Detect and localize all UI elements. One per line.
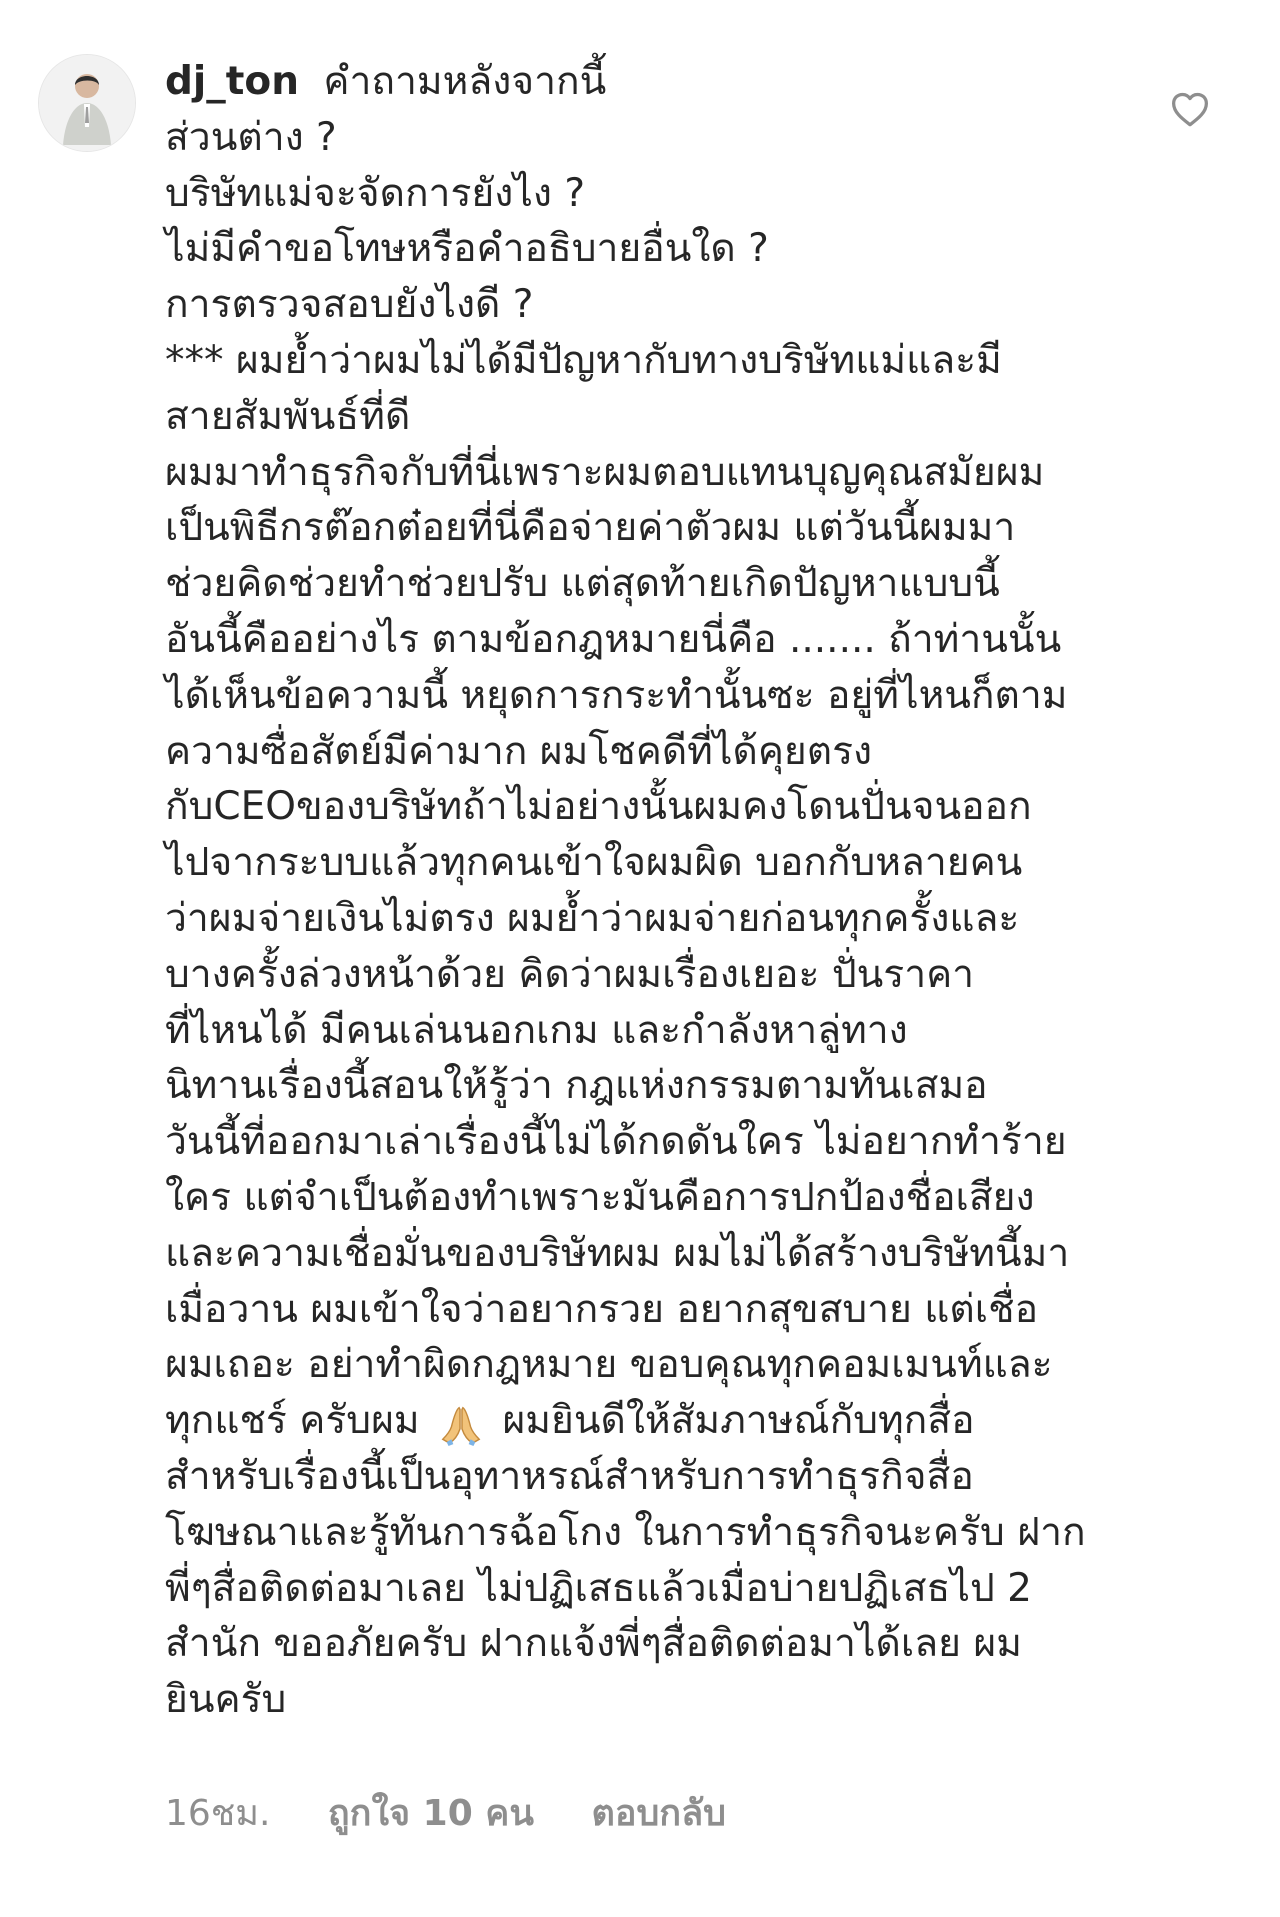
comment-text-line: ไม่มีคำขอโทษหรือคำอธิบายอื่นใด ? (165, 226, 769, 272)
comment-text-line: สายสัมพันธ์ที่ดี (165, 393, 411, 439)
comment-text-line: *** ผมย้ำว่าผมไม่ได้มีปัญหากับทางบริษัทแม่และมี (165, 337, 1002, 383)
user-avatar[interactable] (38, 54, 136, 152)
comment-timestamp: 16ชม. (165, 1793, 271, 1834)
comment-text-line: ยินครับ (165, 1677, 287, 1723)
comment-text-line: บางครั้งล่วงหน้าด้วย คิดว่าผมเรื่องเยอะ ปั่นราคา (165, 951, 975, 997)
comment-text-line: ส่วนต่าง ? (165, 114, 337, 160)
comment-text-line: วันนี้ที่ออกมาเล่าเรื่องนี้ไม่ได้กดดันใคร ไม่อยากทำร้าย (165, 1119, 1067, 1165)
comment-text-line: ไปจากระบบแล้วทุกคนเข้าใจผมผิด บอกกับหลายคน (165, 840, 1023, 886)
comment-text-line: ผมมาทำธุรกิจกับที่นี่เพราะผมตอบแทนบุญคุณสมัยผม (165, 449, 1045, 495)
comment-text-line: ที่ไหนได้ มีคนเล่นนอกเกม และกำลังหาลู่ทาง (165, 1007, 908, 1053)
comment-text-line: โฆษณาและรู้ทันการฉ้อโกง ในการทำธุรกิจนะครับ ฝาก (165, 1509, 1086, 1555)
comment-text-line: กับCEOของบริษัทถ้าไม่อย่างนั้นผมคงโดนปั่นจนออก (165, 784, 1032, 830)
comment-text-line: ความซื่อสัตย์มีค่ามาก ผมโชคดีที่ได้คุยตรง (165, 728, 873, 774)
avatar-image (39, 55, 135, 151)
comment-text-line: ผมเถอะ อย่าทำผิดกฎหมาย ขอบคุณทุกคอมเมนท์และ (165, 1342, 1053, 1388)
reply-button[interactable]: ตอบกลับ (591, 1793, 727, 1834)
comment-text-line: สำหรับเรื่องนี้เป็นอุทาหรณ์สำหรับการทำธุรกิจสื่อ (165, 1453, 974, 1499)
comment-text-line: ช่วยคิดช่วยทำช่วยปรับ แต่สุดท้ายเกิดปัญหาแบบนี้ (165, 561, 1000, 607)
heart-outline-icon[interactable] (1170, 92, 1210, 128)
likes-count-link[interactable]: ถูกใจ 10 คน (327, 1793, 534, 1834)
folded-hands-emoji (438, 1400, 484, 1446)
comment-text-line: เป็นพิธีกรต๊อกต๋อยที่นี่คือจ่ายค่าตัวผม แต่วันนี้ผมมา (165, 505, 1016, 551)
username-link[interactable]: dj_ton (165, 59, 299, 104)
comment-text-line-with-emoji (165, 1393, 1125, 1449)
comment-text-line: คำถามหลังจากนี้ (323, 59, 607, 104)
comment-text-line: นิทานเรื่องนี้สอนให้รู้ว่า กฎแห่งกรรมตามทันเสมอ (165, 1063, 988, 1109)
comment-text-line: และความเชื่อมั่นของบริษัทผม ผมไม่ได้สร้างบริษัทนี้มา (165, 1230, 1070, 1276)
comment-text-line: เมื่อวาน ผมเข้าใจว่าอยากรวย อยากสุขสบาย แต่เชื่อ (165, 1286, 1038, 1332)
comment-text-line: การตรวจสอบยังไงดี ? (165, 282, 534, 328)
comment-text-segment: ทุกแชร์ ครับผม (165, 1398, 420, 1444)
comment-text-line: ได้เห็นข้อความนี้ หยุดการกระทำนั้นซะ อยู่ที่ไหนก็ตาม (165, 672, 1068, 718)
comment-text-line: พี่ๆสื่อติดต่อมาเลย ไม่ปฏิเสธแล้วเมื่อบ่ายปฏิเสธไป 2 (165, 1565, 1032, 1611)
comment-text-line: ใคร แต่จำเป็นต้องทำเพราะมันคือการปกป้องชื่อเสียง (165, 1174, 1035, 1220)
comment-text-segment: ผมยินดีให้สัมภาษณ์กับทุกสื่อ (502, 1398, 975, 1444)
comment-text-line: บริษัทแม่จะจัดการยังไง ? (165, 170, 586, 216)
comment-first-line (165, 54, 1125, 110)
comment-text-line: อันนี้คืออย่างไร ตามข้อกฎหมายนี่คือ ....... ถ้าท่านนั้น (165, 616, 1062, 662)
comment-body (165, 54, 1125, 1728)
comment-text-line: สำนัก ขออภัยครับ ฝากแจ้งพี่ๆสื่อติดต่อมาได้เลย ผม (165, 1621, 1022, 1667)
comment-meta (165, 1790, 772, 1838)
comment-text-line: ว่าผมจ่ายเงินไม่ตรง ผมย้ำว่าผมจ่ายก่อนทุกครั้งและ (165, 895, 1020, 941)
